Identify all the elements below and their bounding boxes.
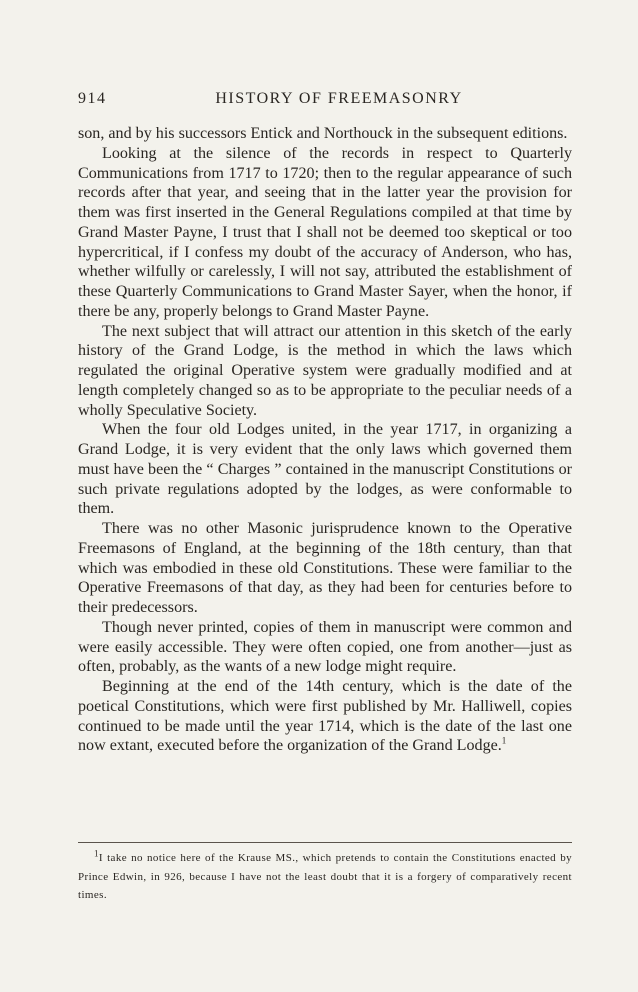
page-number: 914	[78, 90, 107, 107]
footnote-reference: 1	[501, 735, 507, 746]
paragraph	[78, 677, 572, 756]
footnote-marker: 1	[94, 848, 99, 859]
paragraph-text: Beginning at the end of the 14th century, which is the date of the poetical Constitutions, which were first published by Mr. Halliwell, copies continued to be made until the year 1714, which is the date of the last one now extant, executed before the organization of the Grand Lodge.	[78, 678, 572, 755]
paragraph: The next subject that will attract our attention in this sketch of the early history of the Grand Lodge, is the method in which the laws which regulated the original Operative system were gradually modified and at length completely changed so as to be appropriate to the peculiar needs of a wholly Speculative Society.	[78, 322, 572, 419]
paragraph: When the four old Lodges united, in the year 1717, in organizing a Grand Lodge, it is very evident that the only laws which governed them must have been the “ Charges ” contained in the manuscript Constitutions or such private regulations adopted by the lodges, as were conformable to them.	[78, 421, 572, 518]
body-text	[78, 124, 572, 756]
footnote-text: I take no notice here of the Krause MS., which pretends to contain the Constitutions enacted by Prince Edwin, in 926, because I have not the least doubt that it is a forgery of comparatively recent times.	[78, 852, 572, 902]
footnote	[78, 849, 572, 905]
footnote-rule	[78, 842, 572, 843]
paragraph: There was no other Masonic jurisprudence known to the Operative Freemasons of England, at the beginning of the 18th century, than that which was embodied in these old Constitutions. These were familiar to the Operative Freemasons of that day, as they had been for centuries before to their predecessors.	[78, 520, 572, 616]
paragraph: son, and by his successors Entick and Northouck in the subsequent editions.	[78, 125, 568, 142]
paragraph: Looking at the silence of the records in respect to Quarterly Communications from 1717 to 1720; then to the regular appearance of such records after that year, and seeing that in the latter year the provision for them was first inserted in the General Regulations compiled at that time by Grand Master Payne, I trust that I shall not be deemed too skeptical or too hypercritical, if I confess my doubt of the accuracy of Anderson, who has, whether wilfully or carelessly, I will not say, attributed the establishment of these Quarterly Communications to Grand Master Sayer, when the honor, if there be any, properly belongs to Grand Master Payne.	[78, 144, 572, 320]
running-title: HISTORY OF FREEMASONRY	[215, 90, 463, 107]
paragraph: Though never printed, copies of them in manuscript were common and were easily accessible. They were often copied, one from another—just as often, probably, as the wants of a new lodge might require.	[78, 618, 572, 676]
page-header	[78, 90, 572, 114]
